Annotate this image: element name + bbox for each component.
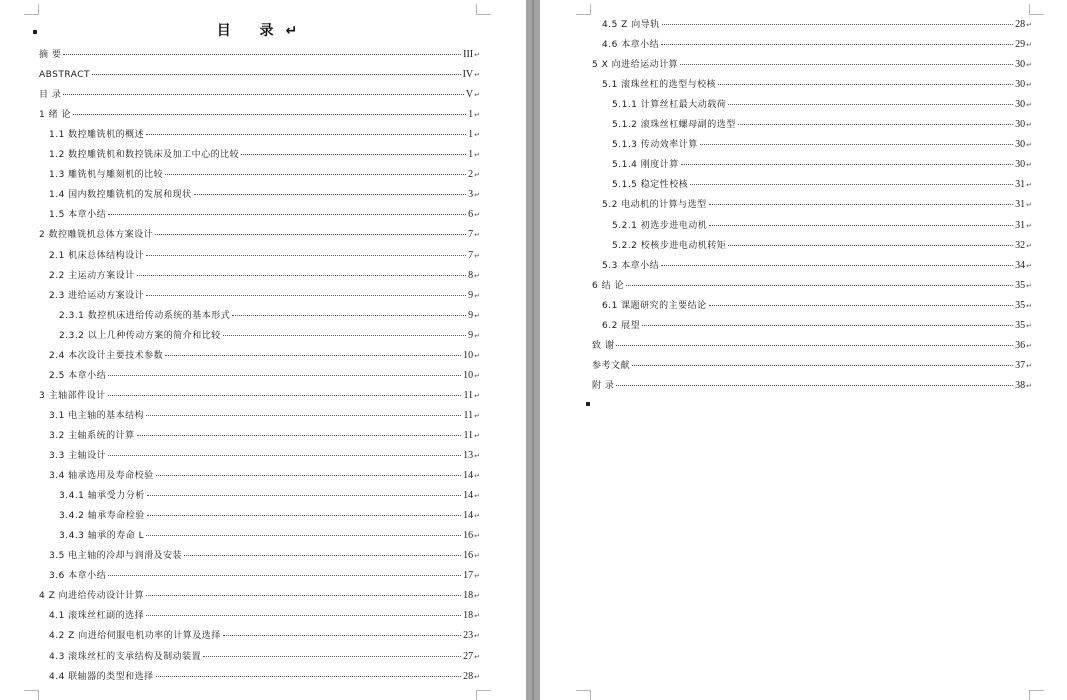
- toc-entry-title: 6.2 展望: [602, 320, 641, 331]
- toc-leader-dots: [147, 514, 461, 516]
- toc-entry[interactable]: [612, 219, 1032, 233]
- toc-entry-title: 4.6 本章小结: [602, 40, 660, 51]
- toc-entry-title: 2.3.2 以上几种传动方案的简介和比较: [59, 330, 221, 341]
- toc-entry[interactable]: [592, 379, 1032, 393]
- toc-leader-dots: [146, 594, 461, 596]
- toc-entry-title: 5.2 电动机的计算与选型: [602, 200, 707, 211]
- toc-page-number: 6: [468, 209, 474, 221]
- paragraph-end-mark: ↵: [474, 431, 480, 440]
- toc-entry-title: 附 录: [592, 380, 615, 391]
- paragraph-end-mark: ↵: [474, 472, 480, 481]
- toc-entry[interactable]: [49, 409, 480, 423]
- toc-entry[interactable]: [602, 78, 1032, 92]
- paragraph-end-mark: ↵: [474, 652, 480, 661]
- toc-page-number: 30: [1015, 59, 1026, 71]
- paragraph-end-mark: ↵: [474, 592, 480, 601]
- paragraph-end-mark: ↵: [1026, 321, 1032, 330]
- toc-entry-title: 4.4 联轴器的类型和选择: [49, 671, 154, 682]
- document-page-right: [540, 0, 1067, 700]
- toc-entry[interactable]: [612, 118, 1032, 132]
- toc-entry-title: 2 数控雕铣机总体方案设计: [39, 230, 154, 241]
- toc-entry-title: 3.5 电主轴的冷却与润滑及安装: [49, 551, 183, 562]
- toc-page-number: 30: [1015, 139, 1026, 151]
- toc-leader-dots: [146, 414, 461, 416]
- toc-entry[interactable]: [49, 208, 480, 222]
- toc-entry[interactable]: [49, 629, 480, 643]
- toc-entry-title: 4.3 滚珠丝杠的支承结构及制动装置: [49, 651, 202, 662]
- toc-entry-title: 5.1.1 计算丝杠最大动载荷: [612, 100, 727, 111]
- toc-entry-title: 1 绪 论: [39, 110, 71, 121]
- toc-entry[interactable]: [39, 389, 480, 403]
- toc-entry-title: 参考文献: [592, 360, 631, 371]
- toc-entry-title: 目 录: [39, 90, 62, 101]
- paragraph-end-mark: ↵: [474, 452, 480, 460]
- toc-entry-title: 1.4 国内数控雕铣机的发展和现状: [49, 190, 192, 201]
- paragraph-end-mark: ↵: [1026, 221, 1032, 230]
- toc-entry[interactable]: [49, 609, 480, 623]
- toc-entry-title: 3.4.2 轴承寿命检验: [59, 511, 145, 522]
- toc-leader-dots: [146, 534, 461, 536]
- paragraph-end-mark: ↵: [1026, 281, 1032, 290]
- paragraph-end-mark: ↵: [1026, 41, 1032, 50]
- paragraph-end-mark: ↵: [474, 371, 480, 380]
- toc-page-number: 11: [463, 429, 474, 441]
- paragraph-end-mark: ↵: [474, 311, 480, 320]
- crop-mark-top-right: [1029, 4, 1044, 15]
- toc-entry[interactable]: [602, 18, 1032, 32]
- toc-entry[interactable]: [59, 529, 480, 543]
- toc-entry-title: 5.2.2 校核步进电动机转矩: [612, 240, 727, 251]
- toc-leader-dots: [194, 193, 466, 195]
- paragraph-end-mark: ↵: [474, 632, 480, 641]
- paragraph-end-mark: ↵: [474, 572, 480, 581]
- toc-page-number: 36: [1015, 339, 1026, 351]
- toc-entry[interactable]: [49, 168, 480, 182]
- toc-page-number: 16: [463, 550, 474, 562]
- toc-leader-dots: [146, 294, 466, 296]
- toc-entry[interactable]: [602, 299, 1032, 313]
- paragraph-end-mark: ↵: [474, 151, 480, 160]
- toc-page-number: IV: [462, 69, 474, 81]
- toc-page-number: 35: [1015, 319, 1026, 331]
- toc-entry[interactable]: [39, 228, 480, 242]
- toc-entry-title: 5.1.5 稳定性校核: [612, 180, 689, 191]
- toc-leader-dots: [728, 244, 1013, 246]
- toc-leader-dots: [709, 304, 1013, 306]
- toc-entry[interactable]: [49, 269, 480, 283]
- toc-page-number: 35: [1015, 299, 1026, 311]
- toc-page-number: 11: [463, 389, 474, 401]
- toc-entry[interactable]: [592, 339, 1032, 353]
- toc-leader-dots: [146, 133, 466, 135]
- toc-entry[interactable]: [39, 88, 480, 102]
- toc-leader-dots: [661, 43, 1013, 45]
- toc-entry[interactable]: [49, 429, 480, 443]
- toc-entry-title: 5.2.1 初选步进电动机: [612, 220, 708, 231]
- toc-entry-title: 5.1.3 传动效率计算: [612, 140, 698, 151]
- toc-leader-dots: [728, 103, 1013, 105]
- paragraph-end-mark: ↵: [1026, 181, 1032, 190]
- toc-leader-dots: [718, 83, 1013, 85]
- toc-leader-dots: [223, 334, 466, 336]
- toc-page-number: 29: [1015, 39, 1026, 51]
- toc-entry-title: 3.6 本章小结: [49, 571, 107, 582]
- toc-leader-dots: [709, 224, 1013, 226]
- toc-page-number: 10: [463, 349, 474, 361]
- toc-entry-title: 4.1 滚珠丝杠副的选择: [49, 611, 145, 622]
- paragraph-end-mark: ↵: [474, 532, 480, 541]
- paragraph-end-mark: ↵: [1026, 121, 1032, 130]
- toc-leader-dots: [73, 113, 466, 115]
- crop-mark-bottom-right: [476, 690, 491, 700]
- toc-entry-title: 3.3 主轴设计: [49, 451, 107, 461]
- toc-entry-title: 1.5 本章小结: [49, 210, 107, 221]
- toc-entry[interactable]: [49, 128, 480, 142]
- toc-entry-title: 3.1 电主轴的基本结构: [49, 410, 145, 421]
- toc-page-number: 7: [468, 249, 474, 261]
- paragraph-end-mark: ↵: [474, 492, 480, 501]
- toc-page-number: 18: [463, 610, 474, 622]
- toc-leader-dots: [156, 675, 461, 677]
- page-gap-divider: [532, 0, 534, 700]
- toc-page-number: 1: [468, 109, 474, 121]
- toc-entry[interactable]: [612, 138, 1032, 152]
- toc-page-number: 35: [1015, 279, 1026, 291]
- paragraph-end-mark: ↵: [474, 512, 480, 521]
- toc-entry-title: 摘 要: [39, 50, 62, 60]
- toc-entry-title: 6.1 课题研究的主要结论: [602, 300, 707, 311]
- toc-entry-title: 2.3.1 数控机床进给传动系统的基本形式: [59, 310, 231, 321]
- toc-leader-dots: [632, 364, 1013, 366]
- paragraph-end-mark: ↵: [1026, 81, 1032, 90]
- toc-leader-dots: [165, 354, 461, 356]
- toc-entry[interactable]: [39, 68, 480, 82]
- toc-entry[interactable]: [592, 58, 1032, 72]
- paragraph-end-mark: ↵: [1026, 381, 1032, 390]
- toc-entry[interactable]: [612, 239, 1032, 253]
- toc-entry-title: 5.3 本章小结: [602, 260, 660, 271]
- toc-entry[interactable]: [49, 549, 480, 563]
- toc-page-number: 2: [468, 169, 474, 181]
- paragraph-end-mark: ↵: [1026, 61, 1032, 70]
- toc-entry[interactable]: [612, 178, 1032, 192]
- toc-leader-dots: [137, 274, 466, 276]
- toc-entry[interactable]: [612, 98, 1032, 112]
- paragraph-end-mark: ↵: [474, 672, 480, 681]
- toc-leader-dots: [241, 153, 466, 155]
- toc-entry[interactable]: [49, 670, 480, 684]
- toc-entry-title: 5.1.2 滚珠丝杠螺母副的选型: [612, 120, 736, 131]
- toc-entry[interactable]: [49, 349, 480, 363]
- toc-page-number: 7: [468, 229, 474, 241]
- toc-leader-dots: [146, 254, 466, 256]
- toc-page-number: 23: [463, 630, 474, 642]
- toc-entry[interactable]: [49, 369, 480, 383]
- toc-leader-dots: [108, 394, 462, 396]
- toc-entry[interactable]: [49, 449, 480, 463]
- toc-leader-dots: [642, 324, 1013, 326]
- toc-page-number: III: [463, 49, 474, 60]
- toc-entry-title: 2.3 进给运动方案设计: [49, 290, 145, 301]
- toc-entry-title: 3.4 轴承选用及寿命校验: [49, 471, 154, 482]
- crop-mark-bottom-left: [24, 690, 39, 700]
- toc-entry[interactable]: [602, 319, 1032, 333]
- toc-page-number: 38: [1015, 379, 1026, 391]
- toc-leader-dots: [626, 284, 1013, 286]
- toc-entry[interactable]: [602, 38, 1032, 52]
- toc-page-number: 1: [468, 129, 474, 141]
- toc-entry[interactable]: [49, 148, 480, 162]
- toc-entry[interactable]: [612, 158, 1032, 172]
- paragraph-end-mark: ↵: [474, 351, 480, 360]
- toc-leader-dots: [681, 163, 1013, 165]
- toc-page-number: 9: [468, 329, 474, 341]
- toc-entry-title: 6 结 论: [592, 280, 624, 291]
- toc-entry-title: 2.1 机床总体结构设计: [49, 250, 145, 261]
- toc-page-number: 18: [463, 590, 474, 602]
- toc-leader-dots: [108, 213, 466, 215]
- crop-mark-top-left: [24, 4, 39, 15]
- toc-page-number: 31: [1015, 199, 1026, 211]
- toc-entry[interactable]: [49, 249, 480, 263]
- toc-entry[interactable]: [39, 108, 480, 122]
- toc-entry[interactable]: [602, 198, 1032, 212]
- document-page-left: [0, 0, 526, 700]
- toc-leader-dots: [147, 494, 461, 496]
- toc-entry-title: 致 谢: [592, 340, 615, 351]
- toc-page-number: 30: [1015, 79, 1026, 91]
- toc-page-number: 30: [1015, 119, 1026, 131]
- toc-page-number: 37: [1015, 359, 1026, 371]
- toc-leader-dots: [738, 123, 1013, 125]
- toc-entry[interactable]: [49, 469, 480, 483]
- toc-entry-title: 1.1 数控雕铣机的概述: [49, 130, 145, 141]
- toc-page-number: 9: [468, 289, 474, 301]
- toc-page-number: 13: [463, 450, 474, 461]
- toc-leader-dots: [616, 344, 1013, 346]
- paragraph-end-mark: ↵: [474, 191, 480, 200]
- toc-leader-dots: [680, 63, 1013, 65]
- toc-page-number: 11: [463, 409, 474, 421]
- paragraph-end-mark: ↵: [1026, 261, 1032, 270]
- toc-entry[interactable]: [592, 279, 1032, 293]
- toc-entry-title: 5.1.4 刚度计算: [612, 160, 679, 171]
- toc-entry[interactable]: [49, 289, 480, 303]
- paragraph-end-mark: ↵: [474, 211, 480, 220]
- toc-leader-dots: [108, 374, 461, 376]
- toc-page-number: 30: [1015, 99, 1026, 111]
- toc-leader-dots: [92, 73, 461, 75]
- toc-entry[interactable]: [592, 359, 1032, 373]
- paragraph-end-mark: ↵: [474, 552, 480, 561]
- toc-title: 目 录↵: [216, 23, 310, 39]
- toc-entry-title: 3.4.3 轴承的寿命 L: [59, 531, 145, 542]
- toc-page-number: 16: [463, 530, 474, 542]
- paragraph-end-mark: ↵: [1026, 21, 1032, 29]
- toc-leader-dots: [690, 183, 1013, 185]
- toc-entry[interactable]: [602, 259, 1032, 273]
- toc-leader-dots: [63, 53, 461, 55]
- toc-page-number: 31: [1015, 179, 1026, 191]
- toc-leader-dots: [137, 434, 462, 436]
- paragraph-end-mark: ↵: [1026, 241, 1032, 250]
- toc-leader-dots: [184, 554, 461, 556]
- toc-leader-dots: [662, 23, 1013, 25]
- toc-leader-dots: [108, 454, 461, 456]
- toc-entry-title: 3.2 主轴系统的计算: [49, 430, 135, 441]
- paragraph-end-mark: ↵: [474, 391, 480, 400]
- toc-entry-title: ABSTRACT: [39, 70, 91, 81]
- paragraph-end-mark: ↵: [474, 331, 480, 340]
- toc-page-number: 14: [463, 510, 474, 522]
- toc-page-number: 28: [463, 670, 474, 682]
- toc-page-number: 27: [463, 650, 474, 662]
- toc-entry[interactable]: [39, 589, 480, 603]
- toc-leader-dots: [700, 143, 1013, 145]
- toc-entry-title: 3 主轴部件设计: [39, 390, 106, 401]
- toc-leader-dots: [146, 614, 461, 616]
- toc-entry-title: 4.5 Z 向导轨: [602, 20, 660, 30]
- toc-page-number: 14: [463, 490, 474, 502]
- paragraph-end-mark: ↵: [474, 91, 480, 100]
- toc-entry-title: 5 X 向进给运动计算: [592, 60, 679, 71]
- toc-entry[interactable]: [59, 329, 480, 343]
- paragraph-end-mark: ↵: [1026, 141, 1032, 150]
- toc-entry-title: 1.3 雕铣机与雕刻机的比较: [49, 170, 164, 181]
- paragraph-end-mark: ↵: [474, 131, 480, 140]
- toc-leader-dots: [616, 384, 1013, 386]
- paragraph-end-mark: ↵: [1026, 361, 1032, 370]
- crop-mark-top-right: [476, 4, 491, 15]
- toc-leader-dots: [709, 203, 1013, 205]
- toc-entry[interactable]: [49, 188, 480, 202]
- toc-leader-dots: [165, 173, 466, 175]
- paragraph-end-mark: ↵: [1026, 101, 1032, 110]
- paragraph-end-mark: ↵: [474, 612, 480, 621]
- toc-entry-title: 2.5 本章小结: [49, 370, 107, 381]
- paragraph-end-mark: ↵: [474, 411, 480, 420]
- paragraph-end-mark: ↵: [474, 271, 480, 280]
- toc-entry-title: 2.4 本次设计主要技术参数: [49, 350, 164, 361]
- toc-leader-dots: [661, 264, 1013, 266]
- paragraph-end-mark: ↵: [474, 251, 480, 260]
- toc-entry-title: 2.2 主运动方案设计: [49, 270, 135, 281]
- toc-leader-dots: [232, 314, 466, 316]
- toc-page-number: 3: [468, 189, 474, 201]
- toc-page-number: 1: [468, 149, 474, 161]
- toc-leader-dots: [155, 233, 466, 235]
- toc-page-number: 17: [463, 570, 474, 582]
- toc-leader-dots: [223, 634, 461, 636]
- toc-page-number: 14: [463, 470, 474, 482]
- paragraph-end-mark: ↵: [474, 231, 480, 240]
- paragraph-end-mark: ↵: [1026, 301, 1032, 310]
- toc-entry[interactable]: [59, 489, 480, 503]
- toc-entry-title: 1.2 数控雕铣机和数控铣床及加工中心的比较: [49, 150, 240, 161]
- toc-page-number: 8: [468, 269, 474, 281]
- toc-page-number: 34: [1015, 259, 1026, 271]
- toc-entry-title: 4 Z 向进给传动设计计算: [39, 591, 145, 602]
- crop-mark-top-left: [576, 4, 591, 15]
- paragraph-end-mark: ↵: [474, 71, 480, 80]
- paragraph-mark: [586, 402, 590, 406]
- toc-page-number: 28: [1015, 19, 1026, 30]
- toc-leader-dots: [108, 574, 461, 576]
- crop-mark-bottom-right: [1029, 690, 1044, 700]
- toc-leader-dots: [156, 474, 461, 476]
- paragraph-end-mark: ↵: [474, 51, 480, 59]
- toc-entry[interactable]: [49, 650, 480, 664]
- paragraph-end-mark: ↵: [1026, 341, 1032, 350]
- toc-entry-title: 3.4.1 轴承受力分析: [59, 491, 145, 502]
- toc-entry[interactable]: [49, 569, 480, 583]
- paragraph-end-mark: ↵: [1026, 161, 1032, 170]
- paragraph-end-mark: ↵: [474, 111, 480, 120]
- toc-entry-title: 4.2 Z 向进给伺服电机功率的计算及选择: [49, 631, 221, 642]
- toc-page-number: 30: [1015, 159, 1026, 171]
- toc-entry[interactable]: [59, 309, 480, 323]
- toc-page-number: 32: [1015, 239, 1026, 251]
- paragraph-end-mark: ↵: [474, 291, 480, 300]
- paragraph-end-mark: ↵: [1026, 201, 1032, 210]
- toc-page-number: V: [465, 89, 474, 101]
- toc-leader-dots: [203, 655, 461, 657]
- toc-entry[interactable]: [39, 48, 480, 62]
- crop-mark-bottom-left: [576, 690, 591, 700]
- toc-entry-title: 5.1 滚珠丝杠的选型与校核: [602, 80, 717, 91]
- toc-entry[interactable]: [59, 509, 480, 523]
- toc-page-number: 31: [1015, 219, 1026, 231]
- paragraph-end-mark: ↵: [474, 171, 480, 180]
- toc-page-number: 9: [468, 309, 474, 321]
- toc-page-number: 10: [463, 369, 474, 381]
- toc-leader-dots: [63, 93, 464, 95]
